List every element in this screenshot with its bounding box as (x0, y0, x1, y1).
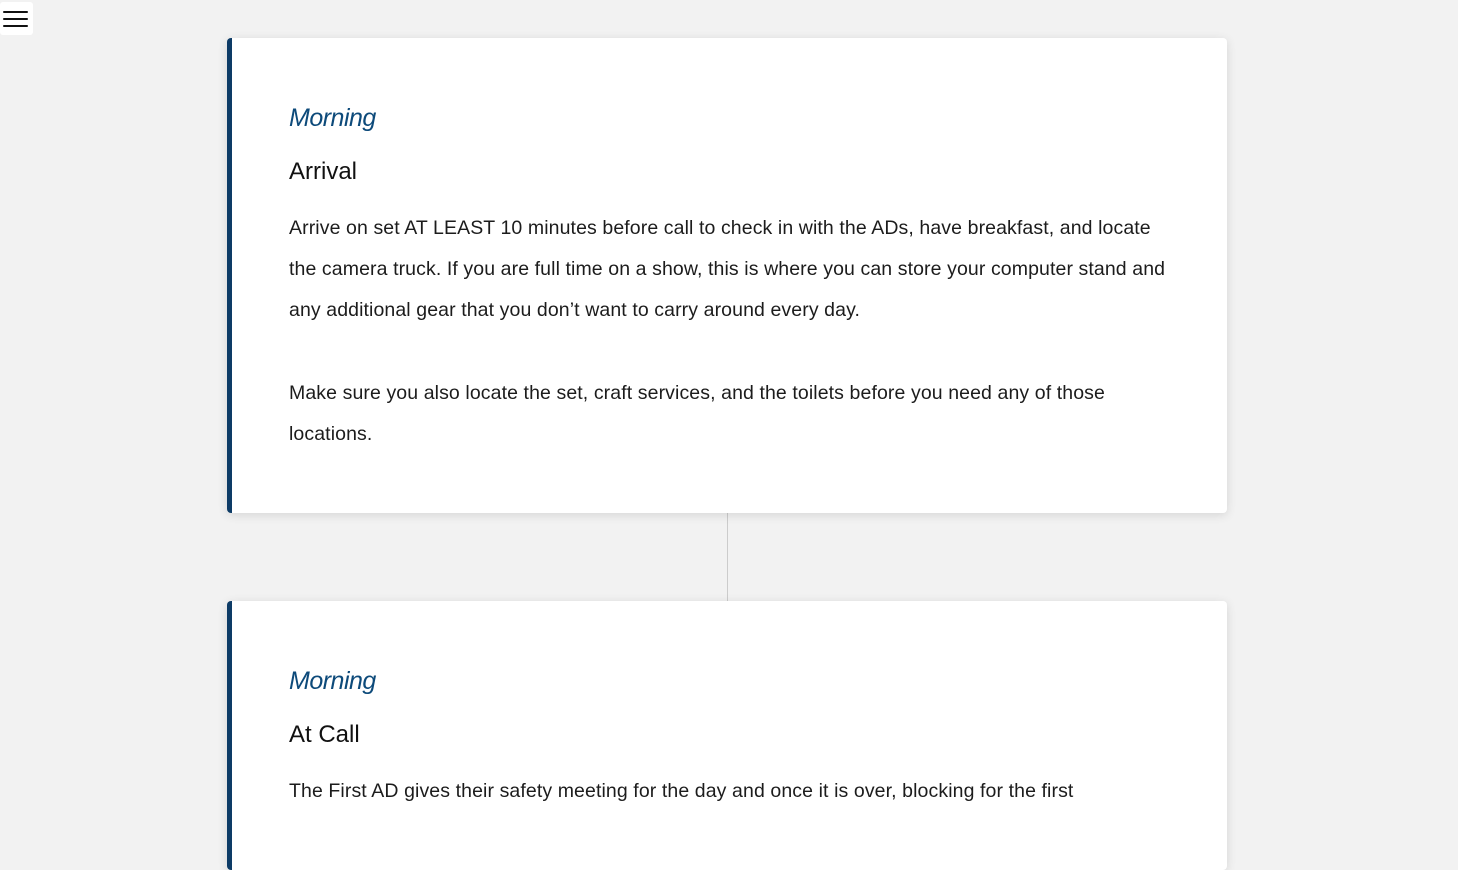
timeline (227, 38, 1227, 870)
menu-button[interactable] (0, 2, 33, 35)
card-period: Morning (289, 104, 376, 132)
timeline-connector (727, 513, 728, 601)
timeline-card (227, 601, 1227, 870)
hamburger-menu-icon-bar (3, 11, 28, 13)
card-period: Morning (289, 667, 376, 695)
hamburger-menu-icon-bar (3, 18, 28, 20)
timeline-card (227, 38, 1227, 513)
card-paragraph: Arrive on set AT LEAST 10 minutes before call to check in with the ADs, have breakfast, and locate the camera truck. If you are full time on a show, this is where you can store your computer stand and any additional gear that you don’t want to carry around every day. (289, 217, 1166, 321)
card-title: Arrival (289, 158, 358, 185)
card-paragraph: Make sure you also locate the set, craft services, and the toilets before you need any of those locations. (289, 382, 1105, 445)
card-paragraph: The First AD gives their safety meeting for the day and once it is over, blocking for the first (289, 780, 1074, 802)
card-title: At Call (289, 721, 360, 748)
hamburger-menu-icon-bar (3, 25, 28, 27)
